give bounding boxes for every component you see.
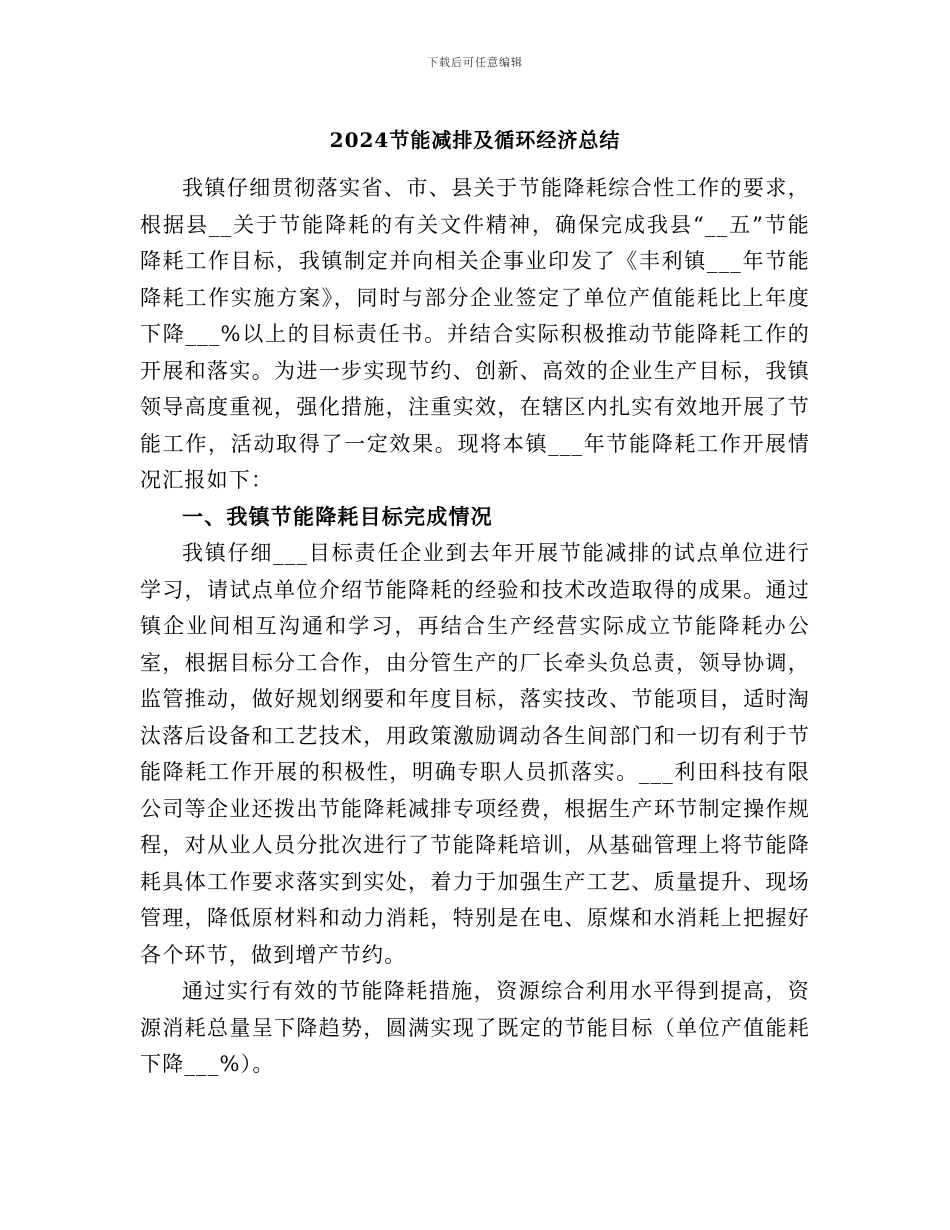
section-paragraph: 通过实行有效的节能降耗措施，资源综合利用水平得到提高，资源消耗总量呈下降趋势，圆满实现了既定的节能目标（单位产值能耗下降___%）。 — [140, 979, 810, 1076]
intro-paragraph: 我镇仔细贯彻落实省、市、县关于节能降耗综合性工作的要求，根据县__关于节能降耗的有关文件精神，确保完成我县“__五”节能降耗工作目标，我镇制定并向相关企事业印发了《丰利镇___年节能降耗工作实施方案》，同时与部分企业签定了单位产值能耗比上年度下降___%以上的目标责任书。并结合实际积极推动节能降耗工作的开展和落实。为进一步实现节约、创新、高效的企业生产目标，我镇领导高度重视，强化措施，注重实效，在辖区内扎实有效地开展了节能工作，活动取得了一定效果。现将本镇___年节能降耗工作开展情况汇报如下： — [140, 176, 810, 492]
document-title: 2024节能减排及循环经济总结 — [329, 128, 621, 152]
section-paragraph: 我镇仔细___目标责任企业到去年开展节能减排的试点单位进行学习，请试点单位介绍节能降耗的经验和技术改造取得的成果。通过镇企业间相互沟通和学习，再结合生产经营实际成立节能降耗办公室，根据目标分工合作，由分管生产的厂长牵头负总责，领导协调，监管推动，做好规划纲要和年度目标，落实技改、节能项目，适时淘汰落后设备和工艺技术，用政策激励调动各生间部门和一切有利于节能降耗工作开展的积极性，明确专职人员抓落实。___利田科技有限公司等企业还拨出节能降耗减排专项经费，根据生产环节制定操作规程，对从业人员分批次进行了节能降耗培训，从基础管理上将节能降耗具体工作要求落实到实处，着力于加强生产工艺、质量提升、现场管理，降低原材料和动力消耗，特别是在电、原煤和水消耗上把握好各个环节，做到增产节约。 — [140, 541, 810, 967]
header-note: 下载后可任意编辑 — [427, 56, 523, 69]
section-heading: 一、我镇节能降耗目标完成情况 — [182, 503, 493, 529]
document-body — [140, 170, 810, 1083]
